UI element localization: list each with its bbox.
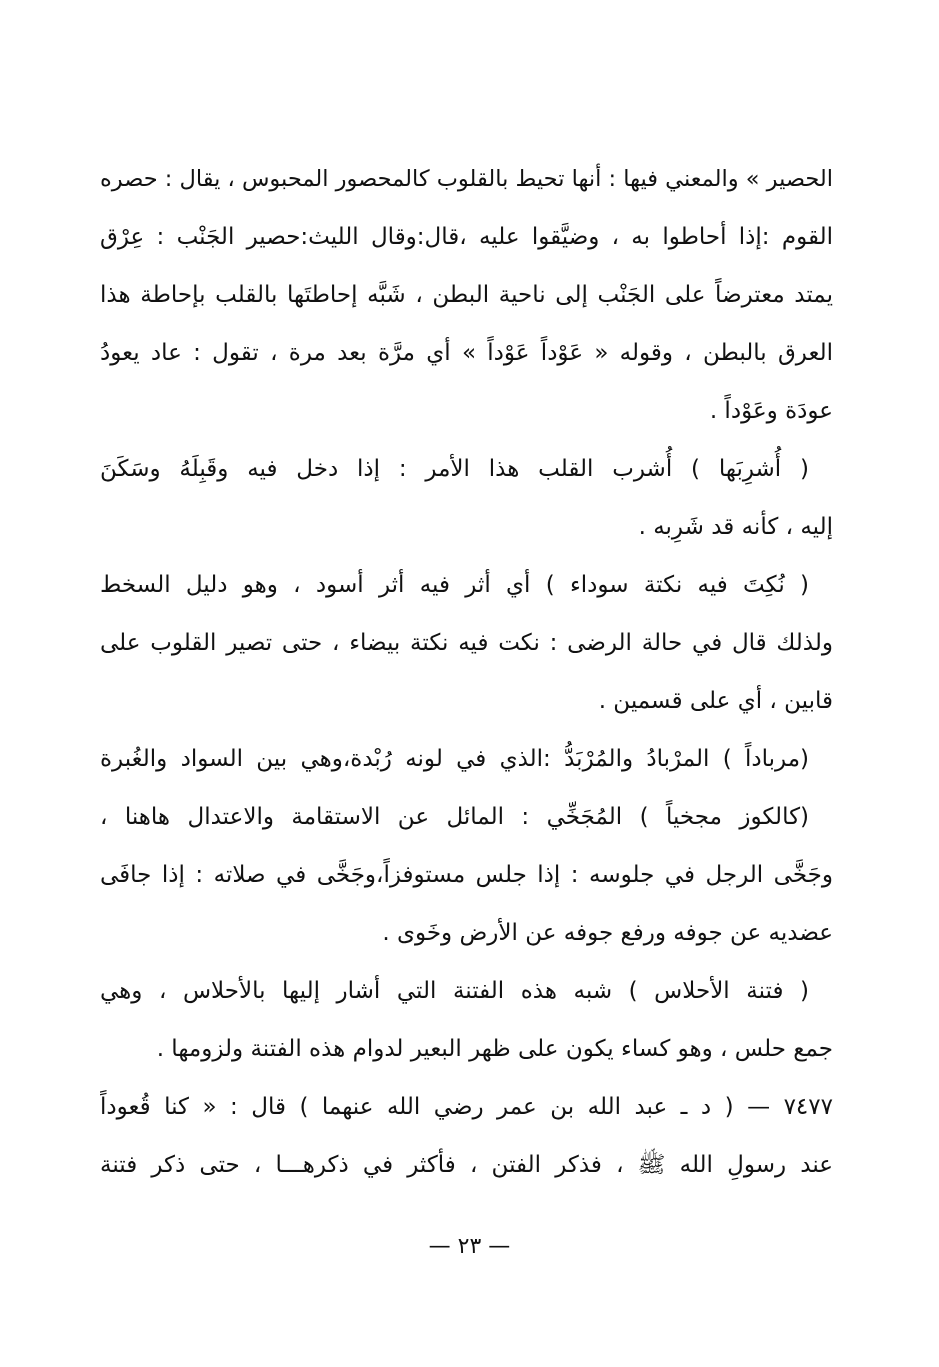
body-text	[100, 150, 833, 1194]
text-line: يمتد معترضاً على الجَنْب إلى ناحية البطن ، شَبَّه إحاطتَها بالقلب بإحاطة هذا	[100, 282, 833, 308]
text-line: قابين ، أي على قسمين .	[598, 688, 833, 714]
text-line: ( نُكِتَ فيه نكتة سوداء ) أي أثر فيه أثر أسود ، وهو دليل السخط	[100, 572, 809, 598]
text-line: العرق بالبطن ، وقوله « عَوْداً عَوْداً » أي مرَّة بعد مرة ، تقول : عاد يعودُ	[100, 340, 833, 366]
text-line: (مرباداً ) المرْبادُ والمُرْبَدُّ :الذي في لونه رُبْدة،وهي بين السواد والغُبرة	[100, 746, 809, 772]
hadith-heading-line: ٧٤٧٧ — ( د ـ عبد الله بن عمر رضي الله عنهما ) قال : « كنا قُعوداً	[100, 1094, 833, 1120]
text-line: إليه ، كأنه قد شَرِبه .	[638, 514, 833, 540]
text-line: جمع حلس ، وهو كساء يكون على ظهر البعير لدوام هذه الفتنة ولزومها .	[156, 1036, 833, 1062]
text-line: (كالكوز مجخياً ) المُجَخِّي : المائل عن الاستقامة والاعتدال هاهنا ،	[100, 804, 809, 830]
text-line: وجَخَّى الرجل في جلوسه : إذا جلس مستوفزاً،وجَخَّى في صلاته : إذا جافَى	[100, 862, 833, 888]
text-line: عضديه عن جوفه ورفع جوفه عن الأرض وخَوى .	[382, 920, 833, 946]
page-number: — ٢٣ —	[428, 1234, 511, 1259]
text-line: القوم :إذا أحاطوا به ، وضيَّقوا عليه ،قال:وقال الليث:حصير الجَنْب : عِرْق	[100, 224, 833, 250]
text-line: ( فتنة الأحلاس ) شبه هذه الفتنة التي أشار إليها بالأحلاس ، وهي	[100, 978, 809, 1004]
text-line: ولذلك قال في حالة الرضى : نكت فيه نكتة بيضاء ، حتى تصير القلوب على	[100, 630, 833, 656]
text-line: عودَة وعَوْداً .	[709, 398, 833, 424]
text-line: الحصير » والمعني فيها : أنها تحيط بالقلوب كالمحصور المحبوس ، يقال : حصره	[100, 166, 833, 192]
text-line: عند رسولِ الله ﷺ ، فذكر الفتن ، فأكثر في ذكرهـــا ، حتى ذكر فتنة	[100, 1152, 833, 1178]
text-line: ( أُشرِبَها ) أُشرب القلب هذا الأمر : إذا دخل فيه وقَبِلَهُ وسَكَنَ	[100, 456, 809, 482]
